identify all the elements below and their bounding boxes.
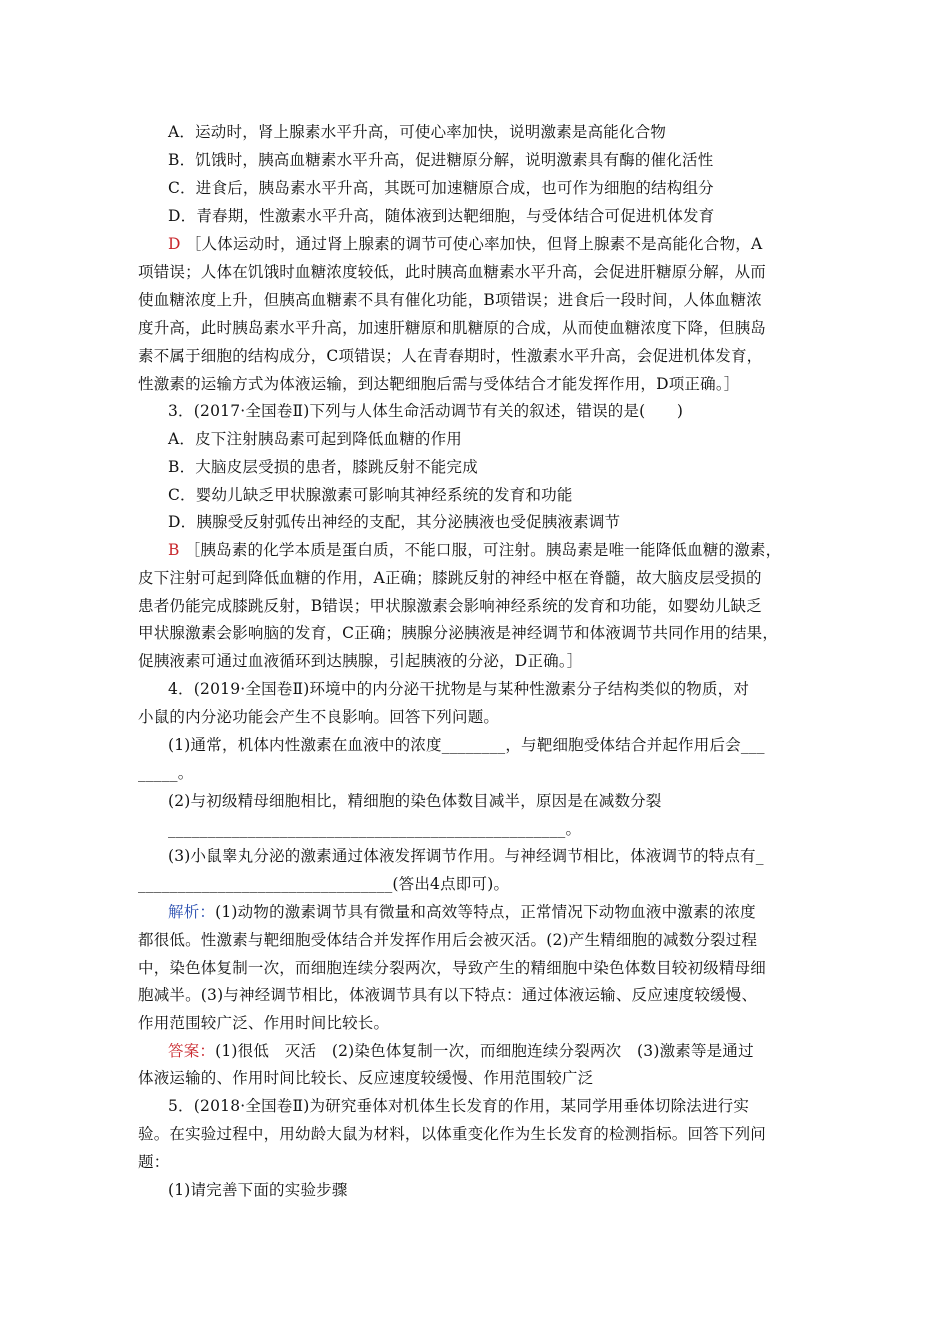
q4-stem-line: 4．(2019·全国卷Ⅱ)环境中的内分泌干扰物是与某种性激素分子结构类似的物质，对	[168, 680, 750, 698]
q5-stem-line: 题：	[138, 1153, 170, 1171]
q3-explanation-line: B ［胰岛素的化学本质是蛋白质，不能口服，可注射。胰岛素是唯一能降低血糖的激素，	[168, 541, 782, 559]
q2-answer-letter: D	[168, 235, 181, 253]
q2-explanation-line: 素不属于细胞的结构成分，C项错误；人在青春期时，性激素水平升高，会促进机体发育，	[138, 347, 763, 365]
q2-explanation-line: 度升高，此时胰岛素水平升高，加速肝糖原和肌糖原的合成，从而使血糖浓度下降，但胰岛	[138, 319, 767, 337]
q2-option-c: C．进食后，胰岛素水平升高，其既可加速糖原合成，也可作为细胞的结构组分	[168, 179, 714, 197]
q4-sub3-line: ________________________________(答出4点即可)。	[138, 875, 510, 893]
q3-stem: 3．(2017·全国卷Ⅱ)下列与人体生命活动调节有关的叙述，错误的是( )	[168, 402, 684, 420]
q3-explanation-line: 患者仍能完成膝跳反射，B错误；甲状腺激素会影响神经系统的发育和功能，如婴幼儿缺乏	[138, 597, 762, 615]
q2-explanation-line: 使血糖浓度上升，但胰高血糖素不具有催化功能，B项错误；进食后一段时间，人体血糖浓	[138, 291, 762, 309]
q4-sub1-line: (1)通常，机体内性激素在血液中的浓度________，与靶细胞受体结合并起作用后会___	[168, 736, 765, 754]
q4-analysis-line: 作用范围较广泛、作用时间比较长。	[138, 1014, 390, 1032]
q2-option-b: B．饥饿时，胰高血糖素水平升高，促进糖原分解，说明激素具有酶的催化活性	[168, 151, 714, 169]
q4-analysis-line: 胞减半。(3)与神经调节相比，体液调节具有以下特点：通过体液运输、反应速度较缓慢、	[138, 986, 758, 1004]
q3-explanation-line: 甲状腺激素会影响脑的发育，C正确；胰腺分泌胰液是神经调节和体液调节共同作用的结果，	[138, 624, 779, 642]
q4-analysis-line: 解析：(1)动物的激素调节具有微量和高效等特点，正常情况下动物血液中激素的浓度	[168, 903, 756, 921]
q4-answer-line: 答案：(1)很低 灭活 (2)染色体复制一次，而细胞连续分裂两次 (3)激素等是通过	[168, 1042, 754, 1060]
q3-option-d: D．胰腺受反射弧传出神经的支配，其分泌胰液也受促胰液素调节	[168, 513, 621, 531]
q3-answer-letter: B	[168, 541, 180, 559]
q4-analysis-line: 中，染色体复制一次，而细胞连续分裂两次，导致产生的精细胞中染色体数目较初级精母细	[138, 959, 767, 977]
q4-stem-line: 小鼠的内分泌功能会产生不良影响。回答下列问题。	[138, 708, 500, 726]
q4-sub1-line: _____。	[138, 764, 194, 782]
q3-option-a: A．皮下注射胰岛素可起到降低血糖的作用	[168, 430, 462, 448]
q2-explanation-line: 项错误；人体在饥饿时血糖浓度较低，此时胰高血糖素水平升高，会促进肝糖原分解，从而	[138, 263, 767, 281]
q4-sub2-line: __________________________________________________。	[168, 820, 582, 838]
q4-analysis-line: 都很低。性激素与靶细胞受体结合并发挥作用后会被灭活。(2)产生精细胞的减数分裂过程	[138, 931, 758, 949]
answer-label: 答案：	[168, 1042, 216, 1060]
q5-sub1: (1)请完善下面的实验步骤	[168, 1181, 348, 1199]
q2-option-d: D．青春期，性激素水平升高，随体液到达靶细胞，与受体结合可促进机体发育	[168, 207, 715, 225]
analysis-label: 解析：	[168, 903, 216, 921]
q3-explanation-line: 促胰液素可通过血液循环到达胰腺，引起胰液的分泌，D正确。］	[138, 652, 583, 670]
q2-option-a: A．运动时，肾上腺素水平升高，可使心率加快，说明激素是高能化合物	[168, 123, 667, 141]
q4-sub2-line: (2)与初级精母细胞相比，精细胞的染色体数目减半，原因是在减数分裂	[168, 792, 662, 810]
q3-option-c: C．婴幼儿缺乏甲状腺激素可影响其神经系统的发育和功能	[168, 486, 573, 504]
q4-sub3-line: (3)小鼠睾丸分泌的激素通过体液发挥调节作用。与神经调节相比，体液调节的特点有_	[168, 847, 764, 865]
q5-stem-line: 5．(2018·全国卷Ⅱ)为研究垂体对机体生长发育的作用，某同学用垂体切除法进行实	[168, 1097, 750, 1115]
q5-stem-line: 验。在实验过程中，用幼龄大鼠为材料，以体重变化作为生长发育的检测指标。回答下列问	[138, 1125, 767, 1143]
q3-option-b: B．大脑皮层受损的患者，膝跳反射不能完成	[168, 458, 478, 476]
q2-explanation-line: 性激素的运输方式为体液运输，到达靶细胞后需与受体结合才能发挥作用，D项正确。］	[138, 375, 740, 393]
q2-explanation-line: D ［人体运动时，通过肾上腺素的调节可使心率加快，但肾上腺素不是高能化合物，A	[168, 235, 763, 253]
q3-explanation-line: 皮下注射可起到降低血糖的作用，A正确；膝跳反射的神经中枢在脊髓，故大脑皮层受损的	[138, 569, 762, 587]
q4-answer-line: 体液运输的、作用时间比较长、反应速度较缓慢、作用范围较广泛	[138, 1069, 594, 1087]
